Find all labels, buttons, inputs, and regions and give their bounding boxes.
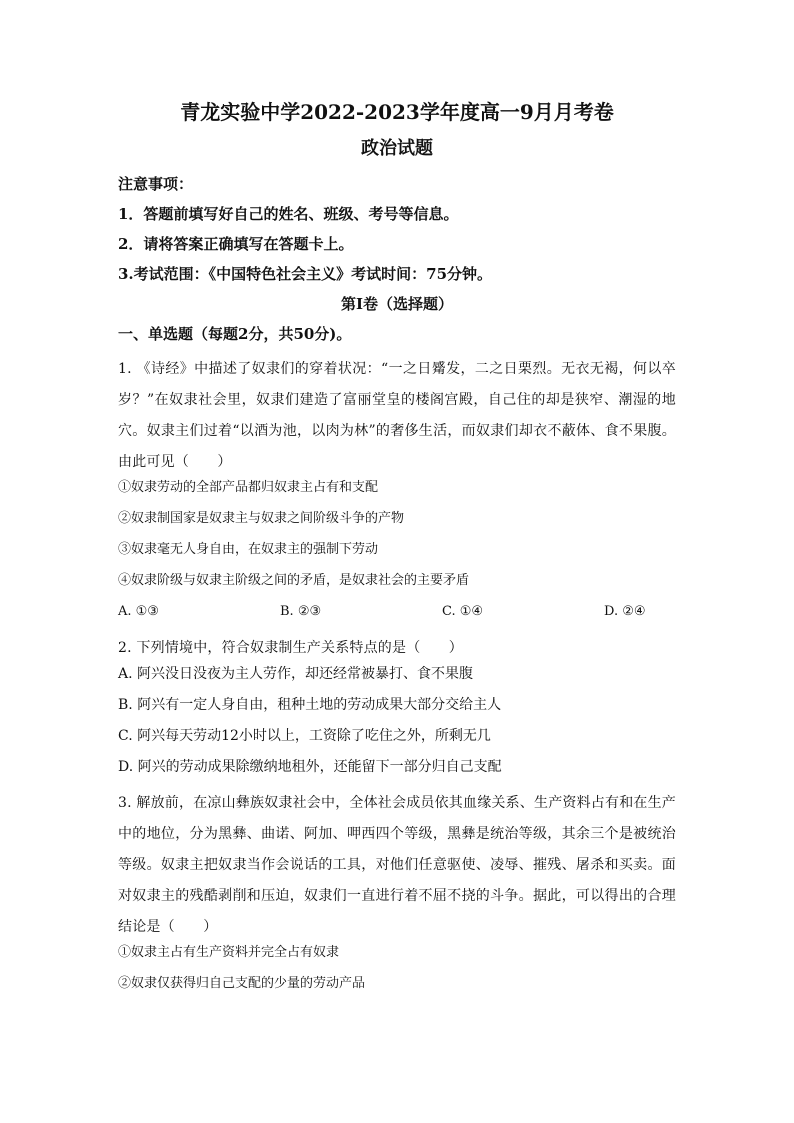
option-d: D. ②④	[604, 604, 646, 619]
option-b: B. 阿兴有一定人身自由，租种土地的劳动成果大部分交给主人	[118, 697, 502, 713]
exam-page	[118, 100, 676, 1005]
exam-title: 青龙实验中学2022-2023学年度高一9月月考卷	[180, 100, 614, 124]
notes-heading: 注意事项：	[118, 175, 194, 193]
option-c: C. 阿兴每天劳动12小时以上，工资除了吃住之外，所剩无几	[118, 728, 491, 744]
question-3	[118, 788, 676, 1005]
statement-item: ③奴隶毫无人身自由，在奴隶主的强制下劳动	[118, 542, 379, 557]
answer-options	[118, 602, 676, 633]
question-stem: 3. 解放前，在凉山彝族奴隶社会中，全体社会成员依其血缘关系、生产资料占有和在生产中的地位，分为黑彝、曲诺、阿加、呷西四个等级，黑彝是统治等级，其余三个是被统治等级。奴隶主把奴隶当作会说话的工具，对他们任意驱使、凌辱、摧残、屠杀和买卖。面对奴隶主的残酷剥削和压迫，奴隶们一直进行着不屈不挠的斗争。据此，可以得出的合理结论是（ ）	[118, 795, 677, 935]
exam-subject: 政治试题	[361, 138, 433, 159]
statement-item: ④奴隶阶级与奴隶主阶级之间的矛盾，是奴隶社会的主要矛盾	[118, 573, 470, 588]
question-stem: 2. 下列情境中，符合奴隶制生产关系特点的是（ ）	[118, 640, 464, 656]
option-a: A. ①③	[118, 604, 159, 619]
note-item: 2．请将答案正确填写在答题卡上。	[118, 235, 354, 253]
statement-item: ②奴隶仅获得归自己支配的少量的劳动产品	[118, 976, 366, 991]
option-d: D. 阿兴的劳动成果除缴纳地租外，还能留下一部分归自己支配	[118, 759, 502, 775]
statement-item: ①奴隶劳动的全部产品都归奴隶主占有和支配	[118, 480, 379, 495]
question-2	[118, 633, 676, 788]
volume-title: 第I卷（选择题）	[340, 295, 454, 313]
statement-item: ①奴隶主占有生产资料并完全占有奴隶	[118, 945, 340, 960]
option-c: C. ①④	[442, 604, 484, 619]
note-item: 1．答题前填写好自己的姓名、班级、考号等信息。	[118, 205, 459, 223]
option-a: A. 阿兴没日没夜为主人劳作，却还经常被暴打、食不果腹	[118, 666, 474, 682]
option-b: B. ②③	[280, 604, 322, 619]
question-1	[118, 354, 676, 633]
note-item: 3.考试范围：《中国特色社会主义》考试时间：75分钟。	[118, 265, 493, 283]
question-stem: 1. 《诗经》中描述了奴隶们的穿着状况：“一之日觱发，二之日栗烈。无衣无褐，何以卒岁？”在奴隶社会里，奴隶们建造了富丽堂皇的楼阁宫殿，自己住的却是狭窄、潮湿的地穴。奴隶主们过着“以酒为池，以肉为林”的奢侈生活，而奴隶们却衣不蔽体、食不果腹。由此可见（ ）	[118, 361, 676, 470]
part-heading: 一、单选题（每题2分，共50分)。	[118, 325, 352, 343]
statement-item: ②奴隶制国家是奴隶主与奴隶之间阶级斗争的产物	[118, 511, 405, 526]
